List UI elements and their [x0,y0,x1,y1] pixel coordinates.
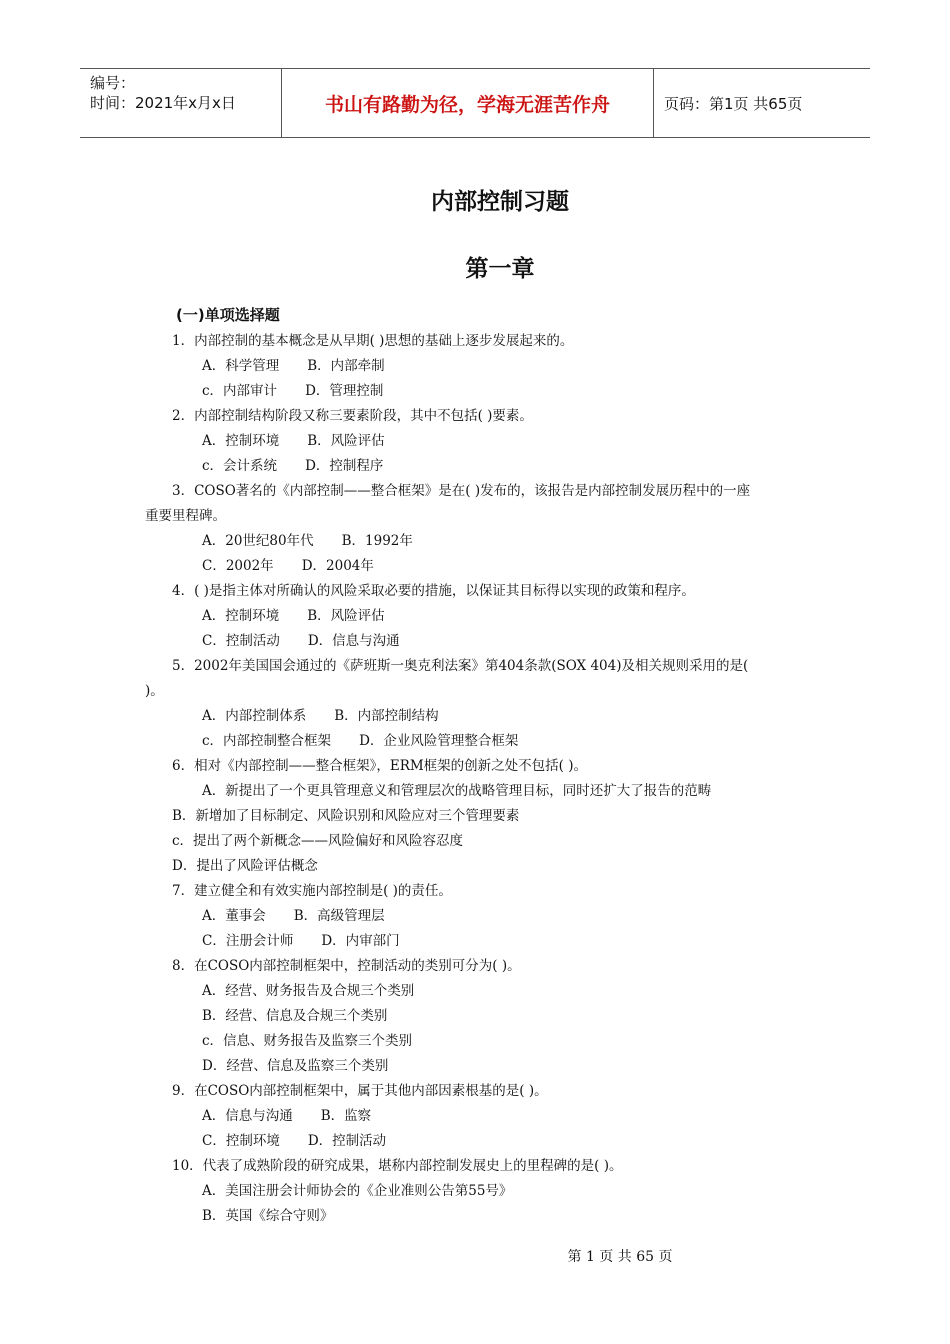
header-meta [80,69,282,137]
option-b: D．管理控制 [305,383,384,399]
question-text: 4．( )是指主体对所确认的风险采取必要的措施，以保证其目标得以实现的政策和程序。 [172,583,695,599]
option-line: B．经营、信息及合规三个类别 [202,1008,388,1024]
option-a: A．信息与沟通 [202,1108,293,1124]
option-row [0,604,950,629]
header-page-info: 页码：第1页 共65页 [664,94,803,113]
option-line: D．经营、信息及监察三个类别 [202,1058,389,1074]
document-time-label: 时间：2021年x月x日 [90,94,236,112]
question-text: 3．COSO著名的《内部控制——整合框架》是在( )发布的，该报告是内部控制发展历程中的一座 [172,483,751,499]
question-text: 10．代表了成熟阶段的研究成果，堪称内部控制发展史上的里程碑的是( )。 [172,1158,623,1174]
question-list [0,329,950,1229]
header-motto: 书山有路勤为径，学海无涯苦作舟 [282,69,654,137]
option-b: B．监察 [320,1108,372,1124]
option-row [0,729,950,754]
option-b: D．企业风险管理整合框架 [359,733,519,749]
question-continuation: )。 [145,683,164,699]
option-row [0,1104,950,1129]
question-continuation: 重要里程碑。 [145,508,226,524]
option-a: A．控制环境 [202,608,280,624]
option-a: A．科学管理 [202,358,280,374]
option-b: B．风险评估 [307,608,385,624]
option-line: c．提出了两个新概念——风险偏好和风险容忍度 [172,833,464,849]
option-row [0,529,950,554]
option-a: C．注册会计师 [202,933,294,949]
option-b: D．控制程序 [305,458,384,474]
option-a: C．2002年 [202,558,274,574]
option-line: B．英国《综合守则》 [202,1208,334,1224]
option-a: A．20世纪80年代 [202,533,314,549]
option-row [0,1129,950,1154]
document-title: 内部控制习题 [431,189,569,215]
question-text: 6．相对《内部控制——整合框架》，ERM框架的创新之处不包括( )。 [172,758,588,774]
option-b: D．2004年 [301,558,374,574]
option-a: A．控制环境 [202,433,280,449]
option-row [0,454,950,479]
option-row [0,904,950,929]
option-row [0,704,950,729]
question-text: 1．内部控制的基本概念是从早期( )思想的基础上逐步发展起来的。 [172,333,574,349]
question-text: 9．在COSO内部控制框架中，属于其他内部因素根基的是( )。 [172,1083,548,1099]
option-line: c．信息、财务报告及监察三个类别 [202,1033,413,1049]
option-row [0,354,950,379]
option-b: D．内审部门 [321,933,400,949]
question-text: 8．在COSO内部控制框架中，控制活动的类别可分为( )。 [172,958,521,974]
option-a: C．控制活动 [202,633,280,649]
option-row [0,929,950,954]
option-b: D．信息与沟通 [307,633,400,649]
option-a: A．董事会 [202,908,266,924]
option-row [0,554,950,579]
page-footer: 第 1 页 共 65 页 [567,1249,673,1265]
option-b: D．控制活动 [307,1133,387,1149]
option-a: A．内部控制体系 [202,708,307,724]
chapter-title: 第一章 [465,256,535,282]
question-text: 2．内部控制结构阶段又称三要素阶段，其中不包括( )要素。 [172,408,533,424]
option-line: A．新提出了一个更具管理意义和管理层次的战略管理目标，同时还扩大了报告的范畴 [202,783,712,799]
option-line: D．提出了风险评估概念 [172,858,318,874]
question-text: 5．2002年美国国会通过的《萨班斯一奥克利法案》第404条款(SOX 404)及相关规则采用的是( [172,658,749,674]
option-row [0,629,950,654]
option-row [0,379,950,404]
option-line: A．美国注册会计师协会的《企业准则公告第55号》 [202,1183,513,1199]
option-a: C．控制环境 [202,1133,280,1149]
option-a: c．内部审计 [202,383,278,399]
page-header [80,68,870,138]
option-b: B．高级管理层 [293,908,385,924]
section-title: (一)单项选择题 [176,306,280,324]
option-line: A．经营、财务报告及合规三个类别 [202,983,415,999]
option-row [0,429,950,454]
document-number-label: 编号： [90,74,136,92]
option-a: c．内部控制整合框架 [202,733,332,749]
option-b: B．内部控制结构 [334,708,439,724]
option-a: c．会计系统 [202,458,278,474]
question-text: 7．建立健全和有效实施内部控制是( )的责任。 [172,883,452,899]
option-b: B．1992年 [341,533,413,549]
option-line: B．新增加了目标制定、风险识别和风险应对三个管理要素 [172,808,520,824]
option-b: B．风险评估 [307,433,385,449]
option-b: B．内部牵制 [307,358,385,374]
